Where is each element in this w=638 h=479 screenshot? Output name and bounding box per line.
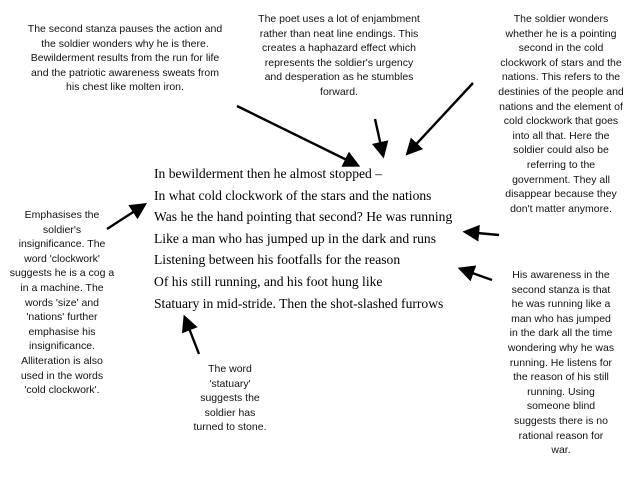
annotation-left bbox=[2, 208, 122, 398]
annotation-line: war. bbox=[551, 444, 571, 457]
annotation-line: in a machine. The bbox=[20, 281, 104, 294]
poem-line: Like a man who has jumped up in the dark and runs bbox=[154, 230, 437, 246]
annotation-line: running. He listens for bbox=[509, 356, 613, 369]
annotation-line: nations and the element of bbox=[499, 100, 623, 113]
poem-line: Of his still running, and his foot hung like bbox=[154, 273, 383, 289]
annotation-line: The second stanza pauses the action and bbox=[27, 23, 223, 35]
poem-line: Listening between his footfalls for the reason bbox=[154, 252, 401, 268]
annotation-line: used in the words bbox=[20, 369, 104, 382]
poem-stanza bbox=[154, 163, 452, 314]
annotation-line: running. Using bbox=[527, 385, 595, 398]
annotation-line: wondering why he was bbox=[507, 341, 615, 354]
annotation-line: and the patriotic awareness sweats from bbox=[31, 66, 219, 79]
annotation-line: cold clockwork that goes bbox=[503, 115, 619, 128]
annotation-line: represents the soldier's urgency bbox=[264, 56, 414, 69]
annotation-line: referring to the bbox=[526, 158, 596, 171]
annotation-line: second in the cold bbox=[518, 42, 604, 55]
annotation-line: Alliteration is also bbox=[21, 354, 103, 367]
annotation-line: The word bbox=[208, 363, 252, 375]
annotation-line: soldier's bbox=[42, 223, 82, 236]
annotation-line: His awareness in the bbox=[512, 269, 610, 281]
annotation-line: Emphasises the bbox=[24, 209, 100, 221]
poem-line: In bewilderment then he almost stopped – bbox=[154, 166, 383, 181]
annotation-line: rational reason for bbox=[518, 429, 604, 442]
annotation-line: second stanza is that bbox=[511, 283, 611, 296]
annotation-line: suggests he is a cog a bbox=[9, 267, 115, 280]
annotation-line: whether he is a pointing bbox=[505, 27, 617, 40]
annotation-line: insignificance. The bbox=[18, 238, 106, 251]
annotation-line: turned to stone. bbox=[193, 421, 267, 434]
annotation-line: creates a haphazard effect which bbox=[262, 42, 416, 55]
annotation-line: the reason of his still bbox=[513, 371, 609, 384]
annotation-line: and desperation as he stumbles bbox=[264, 71, 414, 84]
annotation-line: the soldier wonders why he is there. bbox=[41, 37, 209, 50]
annotation-line: someone blind bbox=[526, 400, 596, 413]
annotation-line: government. They all bbox=[512, 173, 610, 186]
annotation-line: insignificance. bbox=[29, 340, 95, 353]
arrow-top-middle bbox=[375, 119, 383, 155]
annotation-line: words 'size' and bbox=[24, 296, 100, 309]
poem-line: Was he the hand pointing that second? He was running bbox=[154, 209, 453, 225]
annotation-line: emphasise his bbox=[28, 325, 96, 338]
poem-line: Statuary in mid-stride. Then the shot-slashed furrows bbox=[154, 295, 444, 311]
arrow-bottom-middle bbox=[185, 318, 199, 354]
annotation-line: The soldier wonders bbox=[513, 13, 609, 25]
annotation-line: suggests there is no bbox=[514, 414, 608, 427]
annotation-top-right bbox=[488, 12, 634, 216]
annotation-top-middle bbox=[258, 12, 420, 100]
annotation-line: nations. This refers to the bbox=[501, 71, 621, 84]
annotation-bottom-right bbox=[488, 268, 634, 458]
annotation-line: destinies of the people and bbox=[498, 85, 624, 98]
annotation-line: man who has jumped bbox=[511, 312, 611, 325]
annotation-line: into all that. Here the bbox=[512, 129, 610, 142]
arrow-middle-right bbox=[466, 232, 499, 235]
annotation-line: suggests the bbox=[200, 392, 260, 405]
annotation-line: 'statuary' bbox=[209, 377, 251, 390]
annotation-line: The poet uses a lot of enjambment bbox=[258, 13, 420, 25]
annotation-line: don't matter anymore. bbox=[510, 202, 612, 215]
annotation-line: 'nations' further bbox=[26, 311, 98, 324]
annotation-line: soldier has bbox=[204, 406, 256, 419]
annotation-line: his chest like molten iron. bbox=[66, 81, 184, 94]
arrow-top-left bbox=[237, 106, 357, 165]
annotation-line: word 'clockwork' bbox=[24, 252, 100, 265]
annotation-bottom-middle bbox=[180, 362, 280, 435]
annotation-line: in the dark all the time bbox=[509, 327, 613, 340]
annotation-line: clockwork of stars and the bbox=[500, 56, 622, 69]
poem-line: In what cold clockwork of the stars and the nations bbox=[154, 187, 432, 203]
annotation-line: disappear because they bbox=[505, 188, 617, 201]
annotation-line: Bewilderment results from the run for life bbox=[30, 52, 220, 65]
annotation-line: 'cold clockwork'. bbox=[24, 384, 100, 397]
annotation-line: he was running like a bbox=[511, 298, 611, 311]
annotation-top-left bbox=[10, 22, 240, 95]
annotation-line: rather than neat line endings. This bbox=[259, 27, 419, 40]
annotation-line: forward. bbox=[320, 85, 358, 98]
annotation-line: soldier could also be bbox=[513, 144, 609, 157]
